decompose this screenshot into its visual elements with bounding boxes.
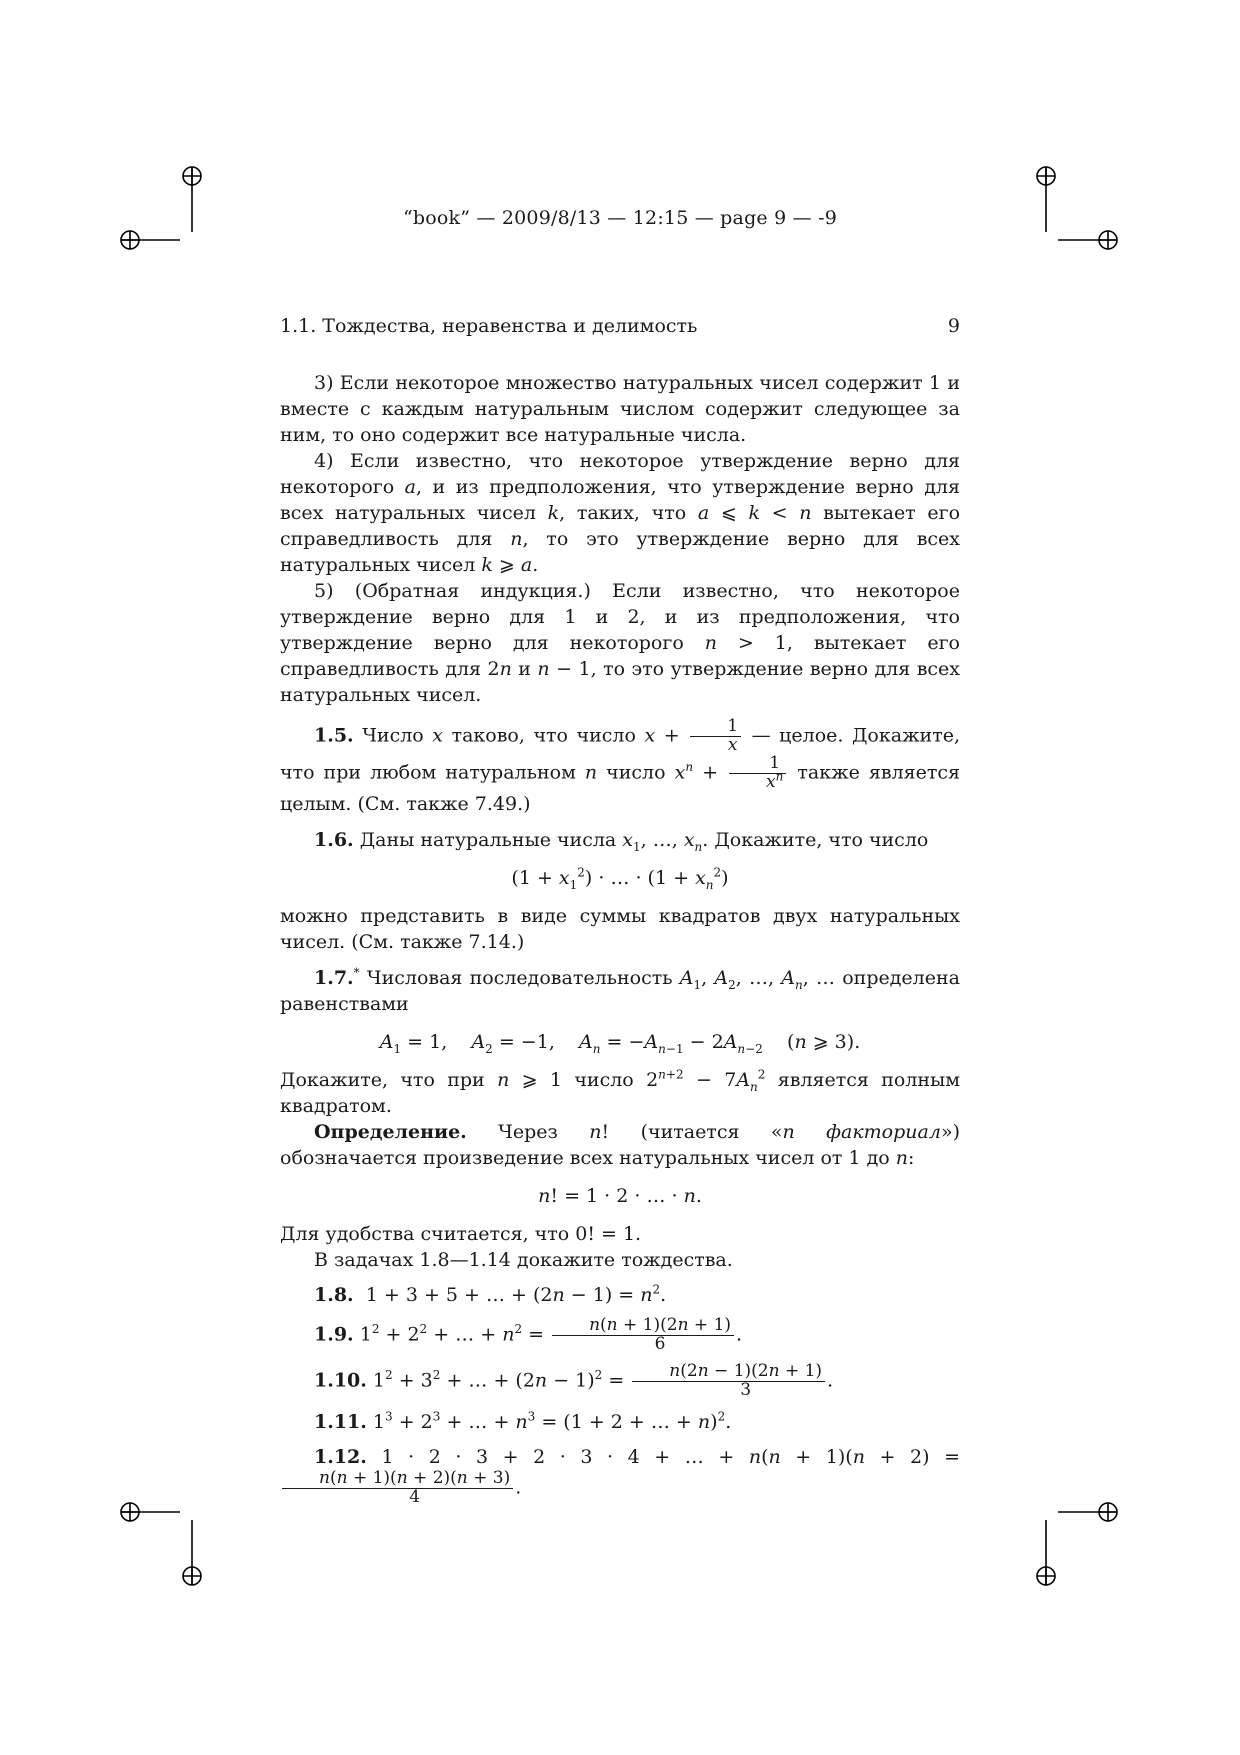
page-header	[280, 315, 960, 337]
paragraph-4: 4) Если известно, что некоторое утверждение верно для некоторого a, и из предположения, что утверждение верно для всех натуральных чисел k, таких, что a ⩽ k < n вытекает его справедливость для n, то это утверждение верно для всех натуральных чисел k ⩾ a.	[280, 450, 961, 576]
formula-factorial: n! = 1 · 2 · … · n.	[538, 1185, 702, 1208]
convention-text: Для удобства считается, что 0! = 1.	[280, 1223, 642, 1246]
problem-1-6-continuation: можно представить в виде суммы квадратов двух натуральных чисел. (См. также 7.14.)	[280, 905, 960, 954]
problem-1-7: 1.7.* Числовая последовательность $A_1$, $A_2$, …, $A_n$, … определена равенствами	[280, 966, 960, 1016]
problem-1-11: 1.11. $1^3 + 2^3$ + … + $n^3 = (1 + 2$ + … + n)$^2$.	[314, 1409, 732, 1433]
problem-1-5: 1.5. Число x таково, что число x + $\frac{1}{x}$ — целое. Докажите, что при любом натуральном n число $x^n$ + $\frac{1}{x^n}$ также является целым. (См. также 7.49.)	[280, 716, 961, 816]
definition-factorial: Определение. Через n! (читается «n факториал») обозначается произведение всех натуральных чисел от 1 до n:	[280, 1121, 960, 1170]
section-title: 1.1. Тождества, неравенства и делимость	[280, 315, 698, 337]
running-header: “book” — 2009/8/13 — 12:15 — page 9 — -9	[402, 207, 837, 229]
problem-1-6: 1.6. Даны натуральные числа $x_1$, …, $x_n$. Докажите, что число	[314, 829, 929, 855]
page-number: 9	[947, 315, 960, 337]
problem-1-7-continuation: Докажите, что при n ⩾ 1 число $2^{n+2} - 7A_n^2$ является полным квадратом.	[280, 1068, 960, 1118]
problem-1-12: 1.12. 1 · 2 · 3 + 2 · 3 · 4 + … + n(n + 1)(n + 2) = $\frac{n(n + 1)(n + 2)(n + 3)}{4}$ .	[280, 1444, 960, 1507]
paragraph-3: 3) Если некоторое множество натуральных чисел содержит 1 и вместе с каждым натуральным числом содержит следующее за ним, то оно содержит все натуральные числа.	[280, 372, 960, 446]
problem-1-10: 1.10. $1^2 + 3^2$ + … + $(2n - 1)^2$ = $\frac{n(2n - 1)(2n + 1)}{3}$ .	[314, 1361, 834, 1400]
task-text: В задачах 1.8—1.14 докажите тождества.	[314, 1249, 733, 1272]
formula-1-6: $(1 + x_1^2)$ · … · $(1 + x_n^2)$	[511, 866, 729, 893]
page-body	[280, 370, 960, 1515]
paragraph-5: 5) (Обратная индукция.) Если известно, что некоторое утверждение верно для 1 и 2, и из предположения, что утверждение верно для некоторого n > 1, вытекает его справедливость для 2n и n − 1, то это утверждение верно для всех натуральных чисел.	[280, 580, 960, 706]
problem-1-8: 1.8. 1 + 3 + 5 + … + $(2n - 1) = n^2$.	[314, 1283, 667, 1307]
formula-1-7: $A_1 = 1$, $A_2 = -1$, $A_n = -A_{n-1} - 2A_{n-2}$ (n ⩾ 3).	[379, 1031, 861, 1057]
problem-1-9: 1.9. $1^2 + 2^2$ + … + $n^2$ = $\frac{n(n + 1)(2n + 1)}{6}$ .	[314, 1315, 743, 1355]
